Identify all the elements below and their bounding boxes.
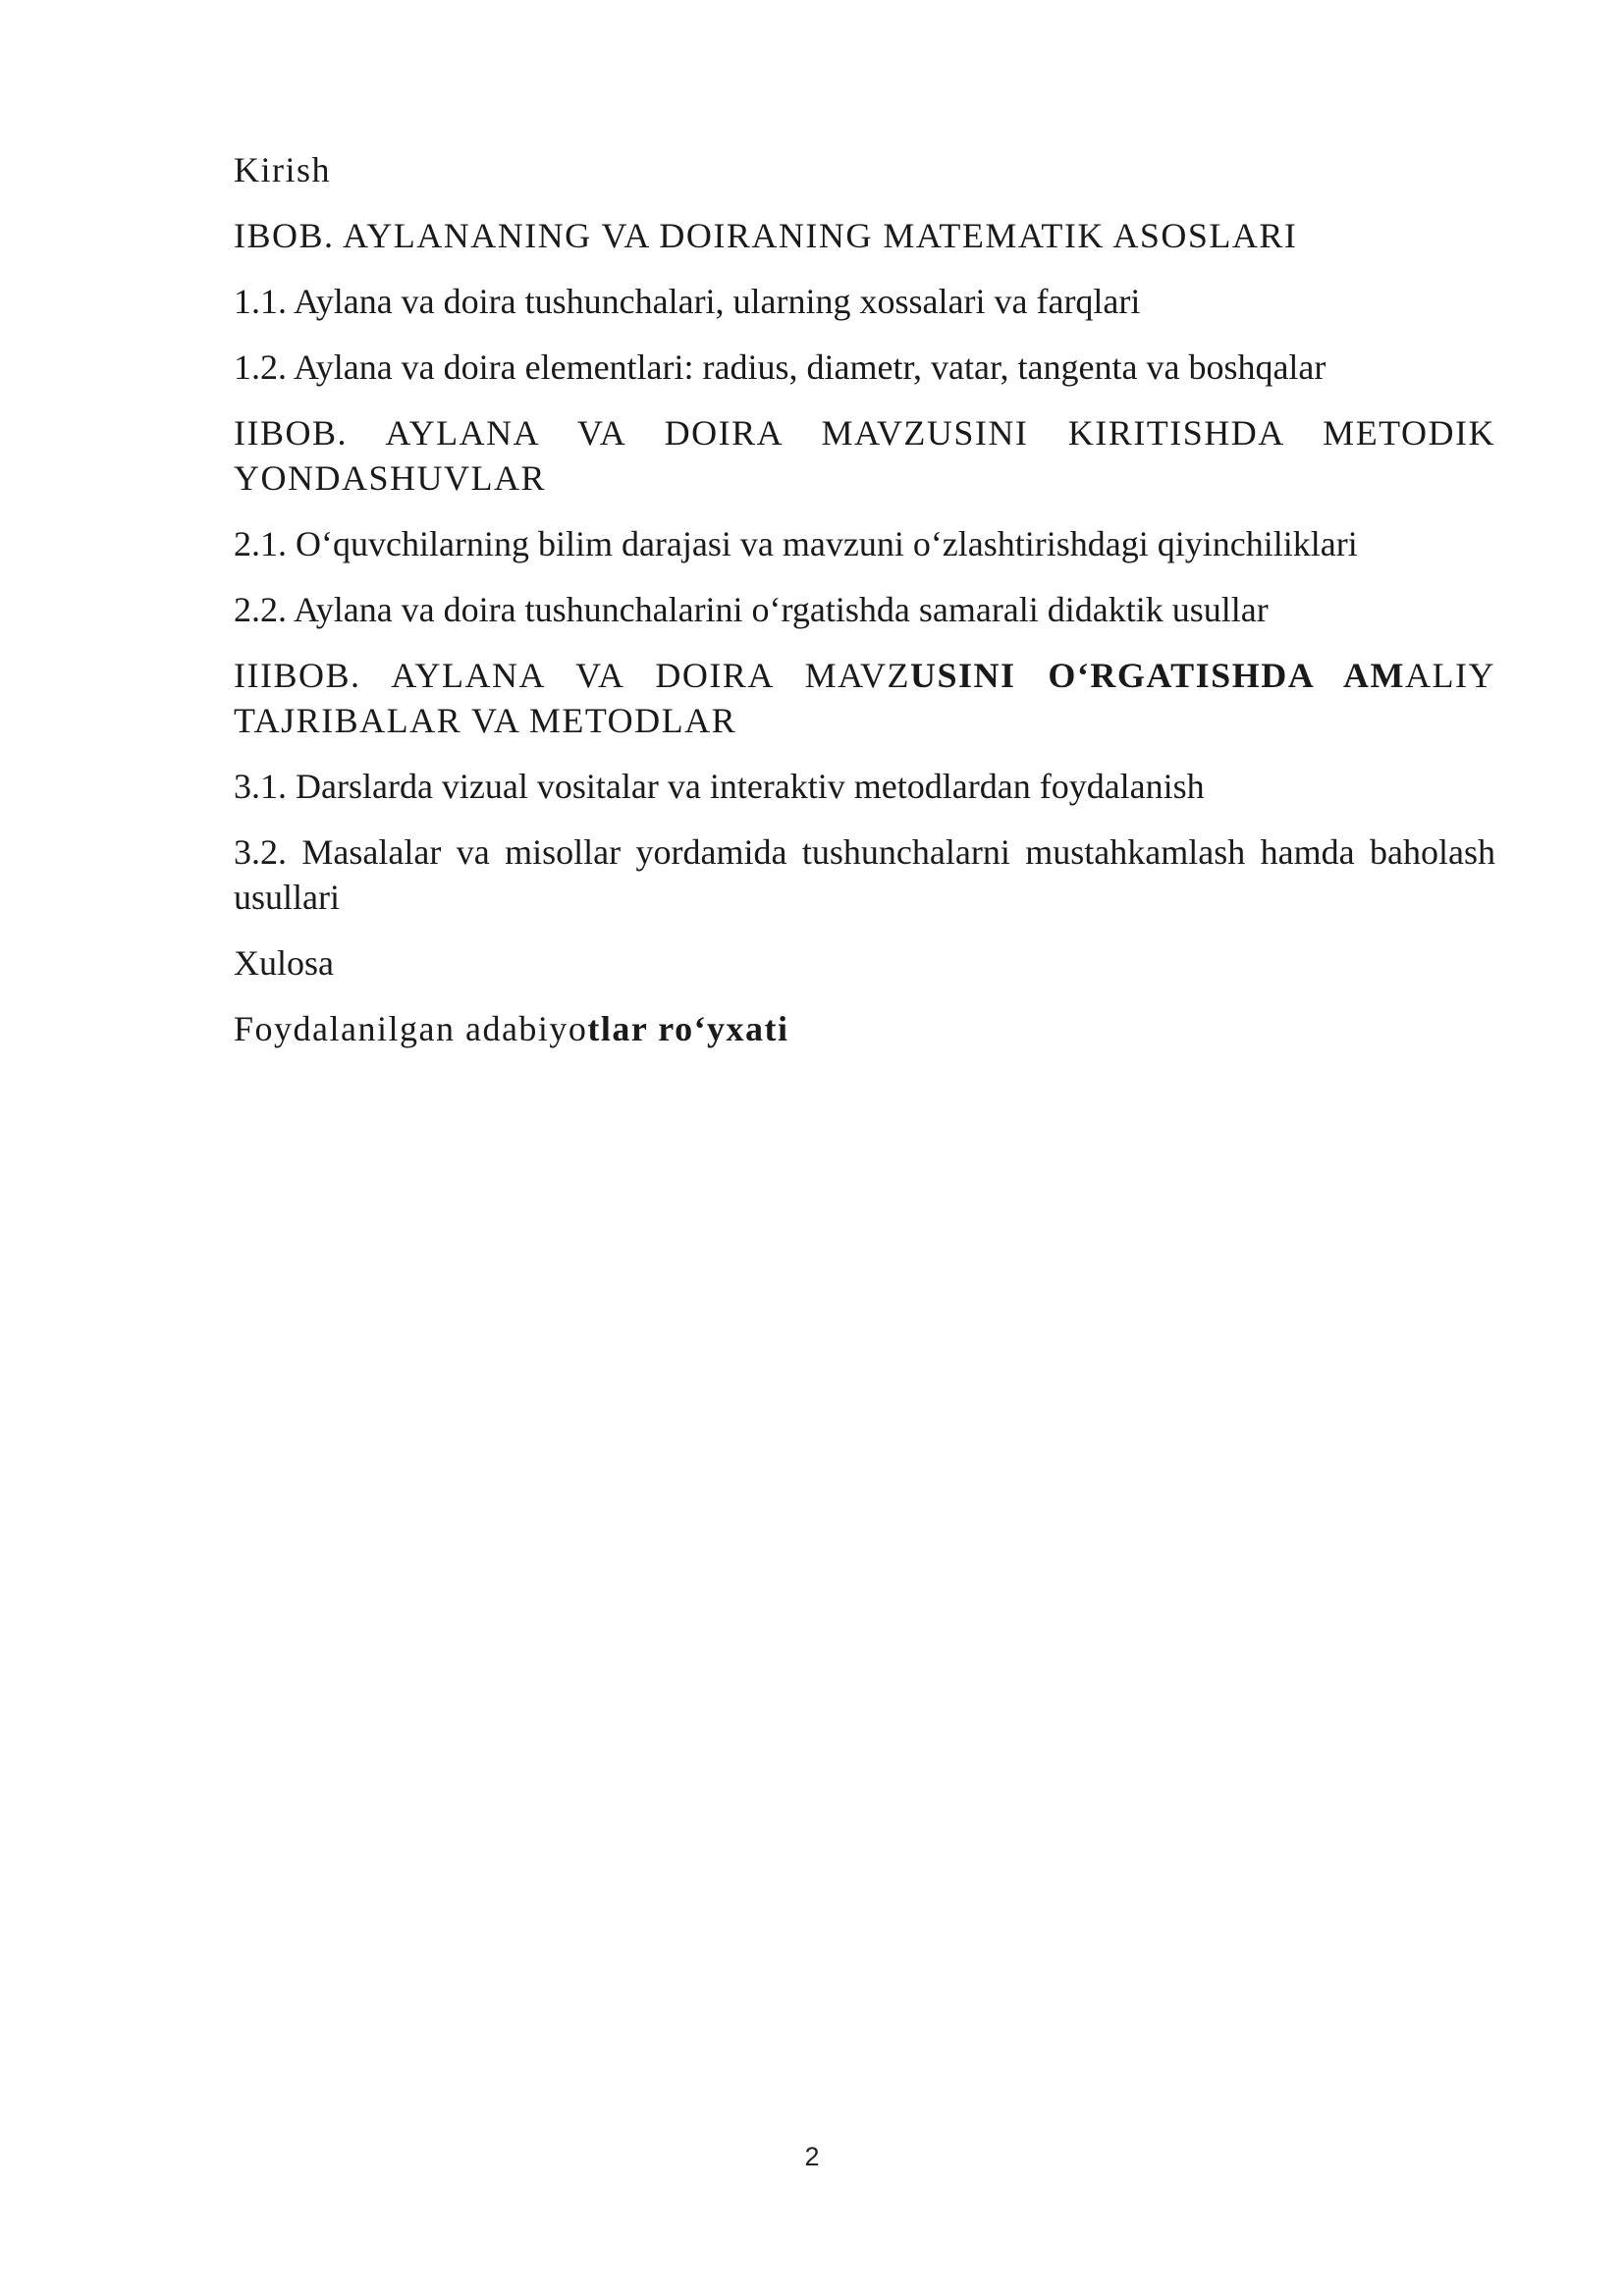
toc-chapter-3-text-end: ALIY TAJRIBALAR VA METODLAR	[234, 656, 1495, 740]
toc-entry-section-3-2: 3.2. Masalalar va misollar yordamida tushunchalarni mustahkamlash hamda baholash usullari	[234, 832, 1495, 917]
toc-entry-chapter-2: IIBOB. AYLANA VA DOIRA MAVZUSINI KIRITISHDA METODIK YONDASHUVLAR	[234, 413, 1495, 498]
table-of-contents	[234, 147, 1495, 1072]
toc-entry-chapter-1: IBOB. AYLANANING VA DOIRANING MATEMATIK ASOSLARI	[234, 216, 1298, 255]
toc-entry-section-2-2: 2.2. Aylana va doira tushunchalarini o‘rgatishda samarali didaktik usullar	[234, 590, 1269, 629]
toc-entry-section-1-1: 1.1. Aylana va doira tushunchalari, ularning xossalari va farqlari	[234, 282, 1141, 321]
toc-entry-conclusion: Xulosa	[234, 943, 334, 983]
toc-chapter-3-text-bold: USINI O‘RGATISHDA AM	[910, 656, 1406, 695]
toc-entry-section-2-1: 2.1. O‘quvchilarning bilim darajasi va mavzuni o‘zlashtirishdagi qiyinchiliklari	[234, 524, 1358, 563]
toc-entry-introduction: Kirish	[234, 150, 331, 189]
toc-references-text-start: Foydalanilgan adabiyo	[234, 1009, 588, 1048]
toc-entry-chapter-3	[234, 653, 1495, 743]
toc-entry-references	[234, 1006, 1495, 1051]
toc-entry-section-1-2: 1.2. Aylana va doira elementlari: radius, diametr, vatar, tangenta va boshqalar	[234, 347, 1326, 387]
page-number: 2	[804, 2142, 820, 2171]
toc-entry-section-3-1: 3.1. Darslarda vizual vositalar va interaktiv metodlardan foydalanish	[234, 767, 1205, 806]
toc-chapter-3-text-start: IIIBOB. AYLANA VA DOIRA MAVZ	[234, 656, 910, 695]
toc-references-text-bold: tlar ro‘yxati	[587, 1009, 789, 1048]
